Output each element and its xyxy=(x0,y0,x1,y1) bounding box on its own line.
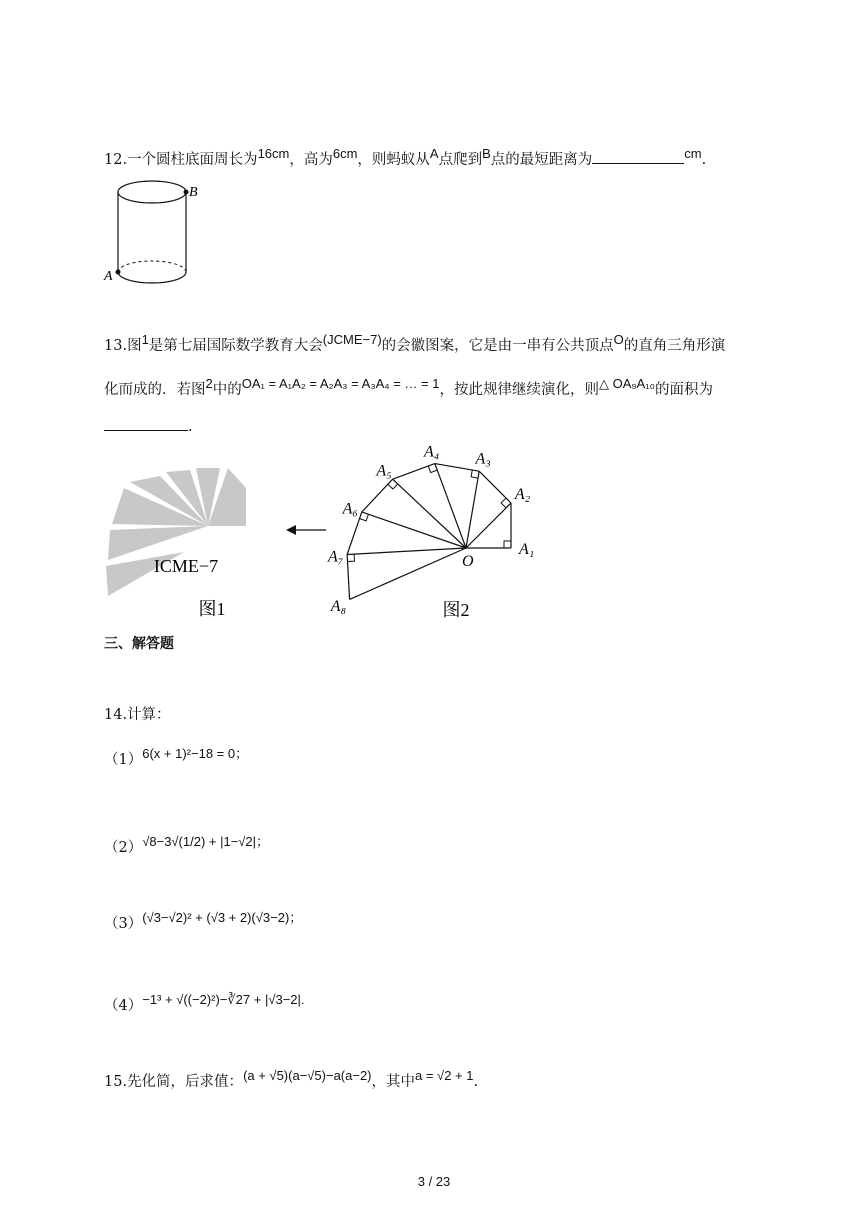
question-text: 的会徽图案，它是由一串有公共顶点 xyxy=(381,338,614,354)
question-text: ，其中 xyxy=(371,1074,416,1090)
item-expression: −1³ + √((−2)²)−∛27 + |√3−2|. xyxy=(142,992,305,1007)
question-13-line1 xyxy=(104,332,726,356)
unit-label: cm xyxy=(684,146,702,161)
value-circumference: 16cm xyxy=(257,146,290,161)
answer-blank xyxy=(592,149,684,164)
question-13-line2 xyxy=(104,376,713,400)
question-text: ，高为 xyxy=(289,152,333,168)
question-15 xyxy=(104,1068,479,1092)
label-a4: A₄ xyxy=(424,443,440,461)
point-b: B xyxy=(482,146,491,161)
cylinder-bottom-back xyxy=(118,261,186,272)
question-number: 15. xyxy=(104,1074,128,1090)
item-label: （2） xyxy=(104,840,143,856)
question-number: 13. xyxy=(104,338,128,354)
end-punct: . xyxy=(188,419,193,435)
item-label: （4） xyxy=(104,998,143,1014)
question-text: ，按此规律继续演化，则 xyxy=(439,382,599,398)
figure-1-icme-logo xyxy=(100,462,260,627)
question-number: 14. xyxy=(104,707,128,723)
figure-1-label: 图1 xyxy=(198,599,226,619)
icme-label: (JCME−7) xyxy=(322,332,382,347)
label-o: O xyxy=(462,553,474,570)
value-height: 6cm xyxy=(332,146,358,161)
item-expression: 6(x + 1)²−18 = 0； xyxy=(142,746,249,761)
figure-ref: 1 xyxy=(141,332,149,347)
logo-wedge xyxy=(108,526,208,560)
triangle-expr: △ OA₉A₁₀ xyxy=(598,376,655,391)
question-text: 点的最短距离为 xyxy=(490,152,593,168)
label-a8: A₈ xyxy=(330,598,347,616)
label-a6: A₆ xyxy=(342,500,358,518)
right-angle-mark xyxy=(388,484,398,489)
question-text: 计算： xyxy=(127,707,171,723)
question-text: 中的 xyxy=(212,382,242,398)
q14-item-1 xyxy=(104,746,249,770)
figure-ref: 2 xyxy=(205,376,213,391)
point-b-dot xyxy=(184,190,189,195)
question-text: 的直角三角形演 xyxy=(623,338,726,354)
question-14 xyxy=(104,705,171,725)
logo-caption: ICME−7 xyxy=(153,556,219,576)
cylinder-bottom-front xyxy=(118,272,186,283)
cylinder-top-ellipse xyxy=(118,181,186,203)
page-number: 3 / 23 xyxy=(417,1174,451,1189)
figure-2-spiral xyxy=(326,440,556,625)
question-text: 化而成的．若图 xyxy=(104,382,206,398)
figure-2-label: 图2 xyxy=(442,600,470,620)
label-a1: A₁ xyxy=(519,541,535,558)
item-expression: (√3−√2)² + (√3 + 2)(√3−2)； xyxy=(142,910,303,925)
question-number: 12. xyxy=(104,152,128,168)
item-label: （1） xyxy=(104,752,143,768)
item-label: （3） xyxy=(104,916,143,932)
radial-segment xyxy=(347,548,466,555)
point-a-dot xyxy=(116,270,121,275)
condition: a = √2 + 1 xyxy=(415,1068,474,1083)
right-angle-mark xyxy=(504,541,511,548)
question-text: 的面积为 xyxy=(654,382,713,398)
cylinder-figure xyxy=(100,172,210,292)
radial-segment xyxy=(362,512,466,548)
q14-item-2 xyxy=(104,834,270,858)
radial-segment xyxy=(393,479,466,548)
point-a: A xyxy=(429,146,439,161)
expression: (a + √5)(a−√5)−a(a−2) xyxy=(243,1068,372,1083)
question-text: 是第七届国际数学教育大会 xyxy=(148,338,323,354)
right-angle-mark xyxy=(348,554,355,561)
right-angle-mark xyxy=(501,498,506,508)
label-a7: A₇ xyxy=(328,548,344,566)
q14-item-3 xyxy=(104,910,303,934)
label-b: B xyxy=(189,185,198,200)
question-12 xyxy=(104,146,707,170)
question-text: ，则蚂蚁从 xyxy=(357,152,430,168)
label-a5: A₅ xyxy=(376,462,392,480)
item-expression: √8−3√(1/2) + |1−√2|； xyxy=(142,834,270,849)
answer-blank xyxy=(104,416,188,431)
question-text: 点爬到 xyxy=(438,152,483,168)
question-text: 图 xyxy=(127,338,142,354)
end-punct: . xyxy=(473,1074,479,1090)
label-a3: A₃ xyxy=(475,450,491,468)
label-a: A xyxy=(104,269,113,284)
label-a2: A₂ xyxy=(514,486,531,504)
equation: OA₁ = A₁A₂ = A₂A₃ = A₃A₄ = … = 1 xyxy=(241,376,440,391)
unit-edge xyxy=(362,479,393,512)
end-punct: . xyxy=(701,152,707,168)
question-text: 一个圆柱底面周长为 xyxy=(127,152,258,168)
unit-edge xyxy=(347,512,362,555)
arrow-icon xyxy=(284,522,330,538)
radial-segment xyxy=(350,548,466,599)
question-text: 先化简，后求值： xyxy=(127,1074,244,1090)
section-title: 三、解答题 xyxy=(104,636,174,652)
point-o: O xyxy=(613,332,624,347)
q14-item-4 xyxy=(104,992,305,1016)
question-13-line3 xyxy=(104,416,193,437)
radial-segment xyxy=(435,464,466,548)
